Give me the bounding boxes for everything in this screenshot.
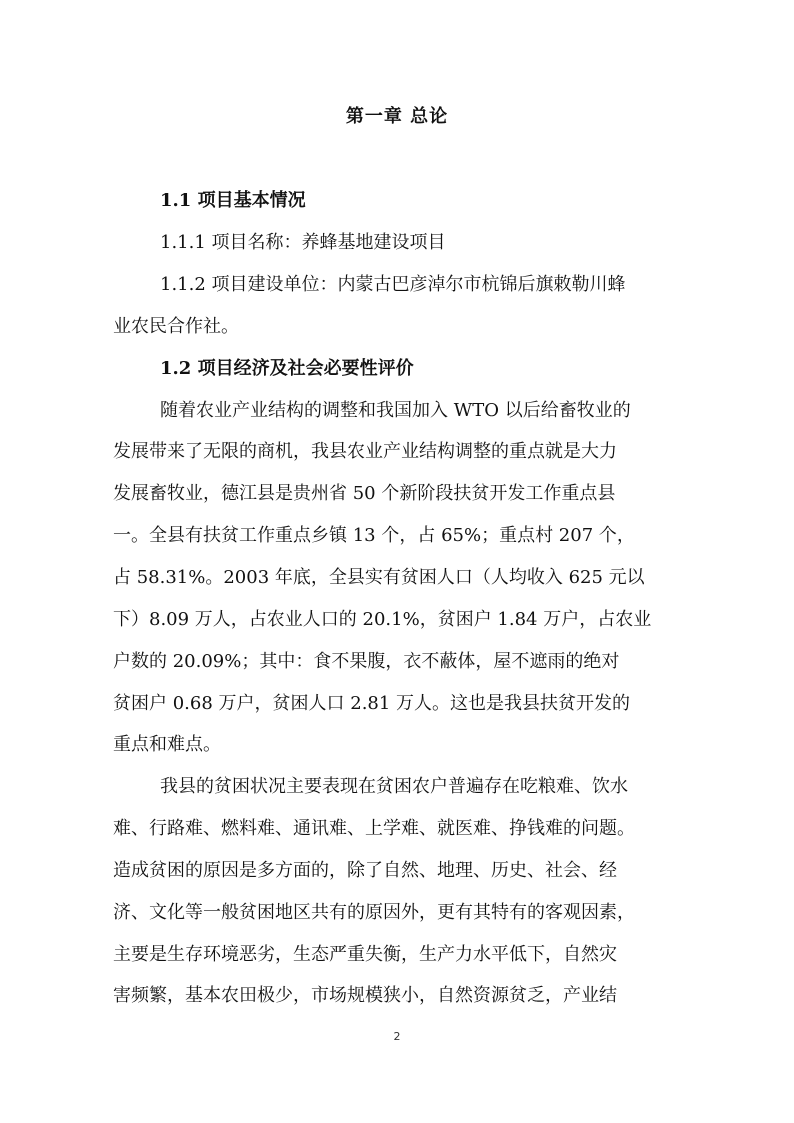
page-number: 2	[393, 1030, 401, 1043]
paragraph-line: 我县的贫困状况主要表现在贫困农户普遍存在吃粮难、饮水	[160, 776, 628, 797]
section-heading-1-1: 1.1 项目基本情况	[160, 190, 306, 211]
paragraph-line: 造成贫困的原因是多方面的，除了自然、地理、历史、社会、经	[113, 860, 617, 881]
project-unit-line-2: 业农民合作社。	[113, 316, 239, 337]
paragraph-line: 主要是生存环境恶劣，生态严重失衡，生产力水平低下，自然灾	[113, 944, 617, 965]
project-name-line: 1.1.1 项目名称：养蜂基地建设项目	[160, 232, 446, 253]
paragraph-line: 户数的 20.09%；其中：食不果腹，衣不蔽体，屋不遮雨的绝对	[113, 651, 620, 672]
paragraph-line: 占 58.31%。2003 年底，全县实有贫困人口（人均收入 625 元以	[113, 567, 645, 588]
paragraph-line: 贫困户 0.68 万户，贫困人口 2.81 万人。这也是我县扶贫开发的	[113, 693, 631, 714]
section-heading-1-2: 1.2 项目经济及社会必要性评价	[160, 358, 414, 379]
paragraph-line: 随着农业产业结构的调整和我国加入 WTO 以后给畜牧业的	[160, 400, 631, 421]
chapter-title: 第一章 总论	[345, 106, 449, 127]
paragraph-line: 重点和难点。	[113, 734, 221, 755]
paragraph-line: 下）8.09 万人，占农业人口的 20.1%，贫困户 1.84 万户，占农业	[113, 609, 652, 630]
paragraph-line: 一。全县有扶贫工作重点乡镇 13 个，占 65%；重点村 207 个，	[113, 525, 635, 546]
paragraph-line: 济、文化等一般贫困地区共有的原因外，更有其特有的客观因素，	[113, 902, 635, 923]
project-unit-line-1: 1.1.2 项目建设单位：内蒙古巴彦淖尔市杭锦后旗敕勒川蜂	[160, 274, 626, 295]
paragraph-line: 害频繁，基本农田极少，市场规模狭小，自然资源贫乏，产业结	[113, 985, 617, 1006]
paragraph-line: 发展畜牧业，德江县是贵州省 50 个新阶段扶贫开发工作重点县	[113, 483, 616, 504]
paragraph-line: 发展带来了无限的商机，我县农业产业结构调整的重点就是大力	[113, 441, 617, 462]
paragraph-line: 难、行路难、燃料难、通讯难、上学难、就医难、挣钱难的问题。	[113, 818, 635, 839]
